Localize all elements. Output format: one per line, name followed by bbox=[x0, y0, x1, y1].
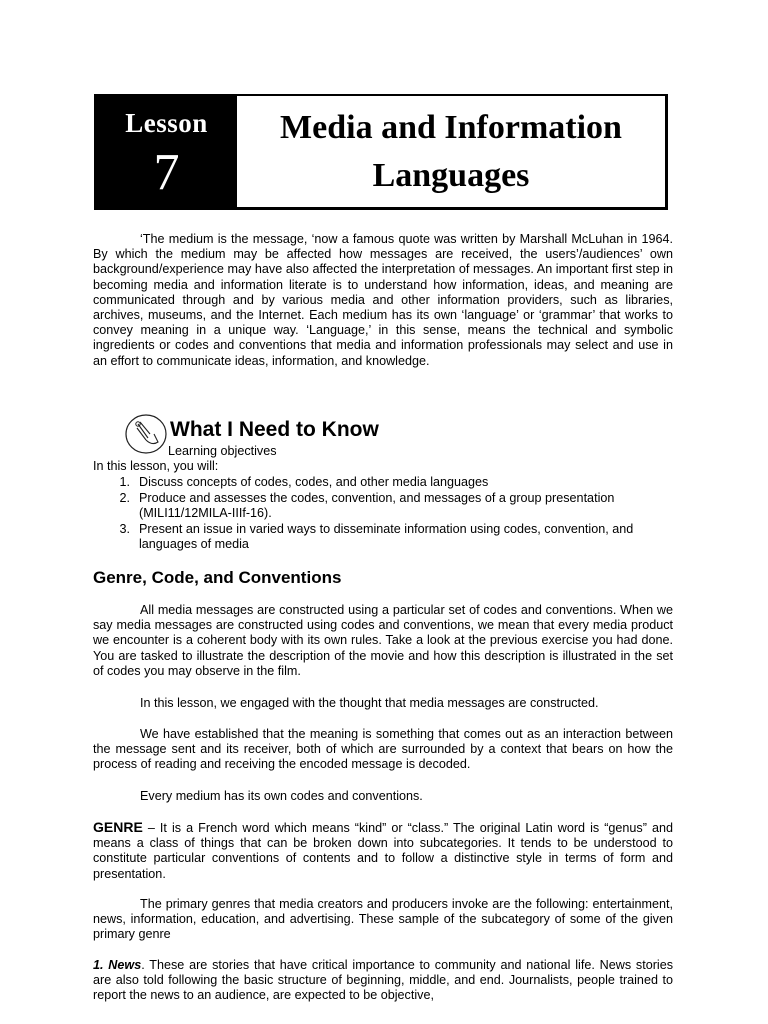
genre-paragraph-4: Every medium has its own codes and conventions. bbox=[140, 789, 423, 803]
intro-paragraph: ‘The medium is the message, ‘now a famous quote was written by Marshall McLuhan in 1964. By which the medium may be affected how messages are received, the users’/audiences’ own background/experience may have also affected the interpretation of messages. An important first step in becoming media and information literate is to understand how information, ideas, and meaning are communicated through and by various media and other information providers, such as libraries, archives, museums, and the Internet. Each medium has its own ‘language’ or ‘grammar’ that works to convey meaning in a unique way. ‘Language,’ in this sense, means the technical and symbolic ingredients or codes and conventions that media and information professionals may select and use in an effort to communicate ideas, information, and knowledge. bbox=[93, 232, 673, 368]
pointing-hand-icon bbox=[124, 412, 170, 456]
genre-definition-text: – It is a French word which means “kind” or “class.” The original Latin word is “genus” and means a class of things that can be broken down into subcategories. It tends to be understood to constitute particular conventions of contents and to follow a distinctive style in terms of form and presentation. bbox=[93, 821, 673, 881]
list-item bbox=[93, 522, 673, 552]
genre-paragraph-5: The primary genres that media creators and producers invoke are the following: entertainment, news, information, education, and advertising. These sample of the subcategory of some of the given primary genre bbox=[93, 897, 673, 942]
lesson-label: Lesson bbox=[125, 108, 208, 138]
list-text: Produce and assesses the codes, convention, and messages of a group presentation (MILI11/12MILA-IIIf-16). bbox=[139, 490, 615, 520]
learning-objectives-label: Learning objectives bbox=[168, 444, 277, 458]
lesson-title bbox=[237, 96, 665, 207]
list-text: Present an issue in varied ways to disseminate information using codes, convention, and languages of media bbox=[139, 521, 634, 551]
genre-paragraph-1: All media messages are constructed using a particular set of codes and conventions. When we say media messages are constructed using codes and conventions, we mean that every media product we encounter is a coherent body with its own rules. Take a look at the previous exercise you had done. You are tasked to illustrate the description of the movie and how this description is illustrated in the set of codes you may observe in the film. bbox=[93, 603, 673, 678]
objectives-list bbox=[93, 475, 673, 553]
lesson-title-line-2: Languages bbox=[372, 156, 530, 194]
news-term: 1. News bbox=[93, 958, 142, 972]
lesson-number-box bbox=[96, 96, 237, 207]
list-item bbox=[93, 475, 673, 490]
list-number: 2. bbox=[119, 490, 130, 505]
list-item bbox=[93, 491, 673, 521]
lesson-number: 7 bbox=[153, 144, 180, 201]
list-text: Discuss concepts of codes, codes, and other media languages bbox=[139, 475, 489, 489]
genre-definition bbox=[93, 820, 673, 882]
genre-paragraph-2: In this lesson, we engaged with the thought that media messages are constructed. bbox=[140, 696, 599, 710]
objectives-intro: In this lesson, you will: bbox=[93, 459, 219, 473]
what-i-need-heading: What I Need to Know bbox=[170, 418, 379, 441]
news-definition-text: . These are stories that have critical importance to community and national life. News stories are also told following the basic structure of beginning, middle, and end. Journalists, people trained to report the news to an audience, are expected to be objective, bbox=[93, 958, 674, 1003]
genre-term: GENRE bbox=[93, 819, 143, 835]
genre-section-heading: Genre, Code, and Conventions bbox=[93, 568, 342, 587]
lesson-title-line-1: Media and Information bbox=[280, 108, 622, 146]
genre-paragraph-3: We have established that the meaning is something that comes out as an interaction between the message sent and its receiver, both of which are surrounded by a context that bears on how the process of reading and receiving the encoded message is decoded. bbox=[93, 727, 673, 772]
lesson-header bbox=[94, 94, 668, 210]
list-number: 1. bbox=[119, 475, 130, 489]
news-definition bbox=[93, 958, 673, 1004]
list-number: 3. bbox=[119, 521, 130, 536]
